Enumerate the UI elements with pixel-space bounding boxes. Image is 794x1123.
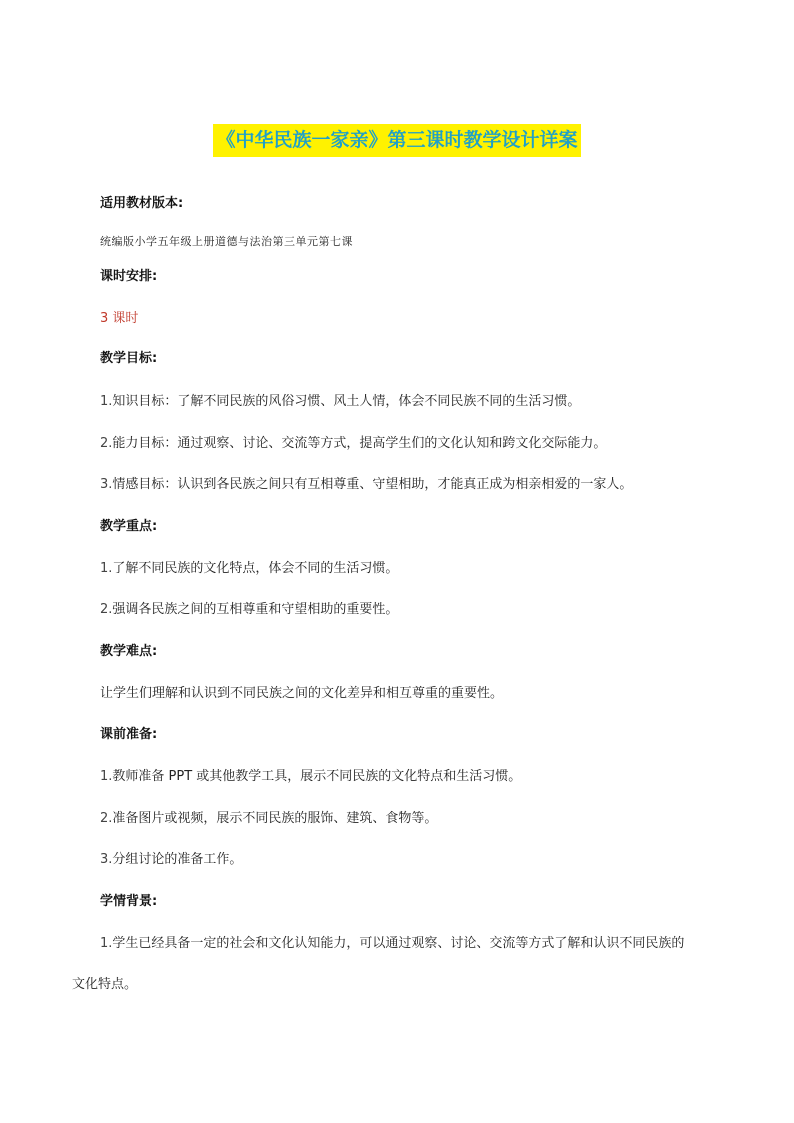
schedule-value-num: 3: [100, 311, 109, 326]
schedule-label: 课时安排:: [100, 269, 158, 284]
goals-label: 教学目标:: [100, 351, 158, 366]
key-point-num: 1.: [100, 561, 113, 576]
prep-item-num: 1.: [100, 769, 113, 784]
goal-item-num: 2.: [100, 436, 113, 451]
background-item-num: 1.: [100, 936, 113, 951]
goal-item-text: 能力目标：通过观察、讨论、交流等方式，提高学生们的文化认知和跨文化交际能力。: [112, 436, 607, 451]
prep-item-text: 教师准备 PPT 或其他教学工具，展示不同民族的文化特点和生活习惯。: [112, 769, 522, 784]
prep-item-text: 准备图片或视频，展示不同民族的服饰、建筑、食物等。: [112, 811, 438, 826]
goal-item-text: 知识目标：了解不同民族的风俗习惯、风土人情，体会不同民族不同的生活习惯。: [112, 394, 581, 409]
prep-item: [100, 810, 437, 828]
key-point-text: 强调各民族之间的互相尊重和守望相助的重要性。: [112, 602, 399, 617]
goal-item: [100, 476, 632, 494]
edition-value: 统编版小学五年级上册道德与法治第三单元第七课: [100, 235, 353, 248]
goal-item-text: 情感目标：认识到各民族之间只有互相尊重、守望相助，才能真正成为相亲相爱的一家人。: [112, 477, 633, 492]
background-item-line2: 文化特点。: [72, 977, 138, 992]
key-point-text: 了解不同民族的文化特点，体会不同的生活习惯。: [112, 561, 399, 576]
document-title: [0, 124, 794, 157]
schedule-value-unit: 课时: [108, 311, 139, 326]
key-point-item: [100, 601, 398, 619]
prep-item: [100, 768, 521, 786]
background-item-line1: [100, 935, 684, 953]
prep-item-text: 分组讨论的准备工作。: [112, 852, 243, 867]
goal-item: [100, 435, 606, 453]
goal-item-num: 1.: [100, 394, 113, 409]
key-points-label: 教学重点:: [100, 519, 158, 534]
difficulty-label: 教学难点:: [100, 644, 158, 659]
key-point-num: 2.: [100, 602, 113, 617]
key-point-item: [100, 560, 398, 578]
goal-item: [100, 393, 580, 411]
document-title-text: 《中华民族一家亲》第三课时教学设计详案: [213, 124, 580, 157]
background-item-text: 学生已经具备一定的社会和文化认知能力，可以通过观察、讨论、交流等方式了解和认识不同民族的: [112, 936, 685, 951]
prep-item-num: 3.: [100, 852, 113, 867]
prep-item: [100, 851, 242, 869]
goal-item-num: 3.: [100, 477, 113, 492]
schedule-value: [100, 310, 138, 328]
background-label: 学情背景:: [100, 894, 158, 909]
prep-item-num: 2.: [100, 811, 113, 826]
edition-label: 适用教材版本:: [100, 196, 184, 211]
prep-label: 课前准备:: [100, 727, 158, 742]
difficulty-text: 让学生们理解和认识到不同民族之间的文化差异和相互尊重的重要性。: [100, 686, 504, 701]
